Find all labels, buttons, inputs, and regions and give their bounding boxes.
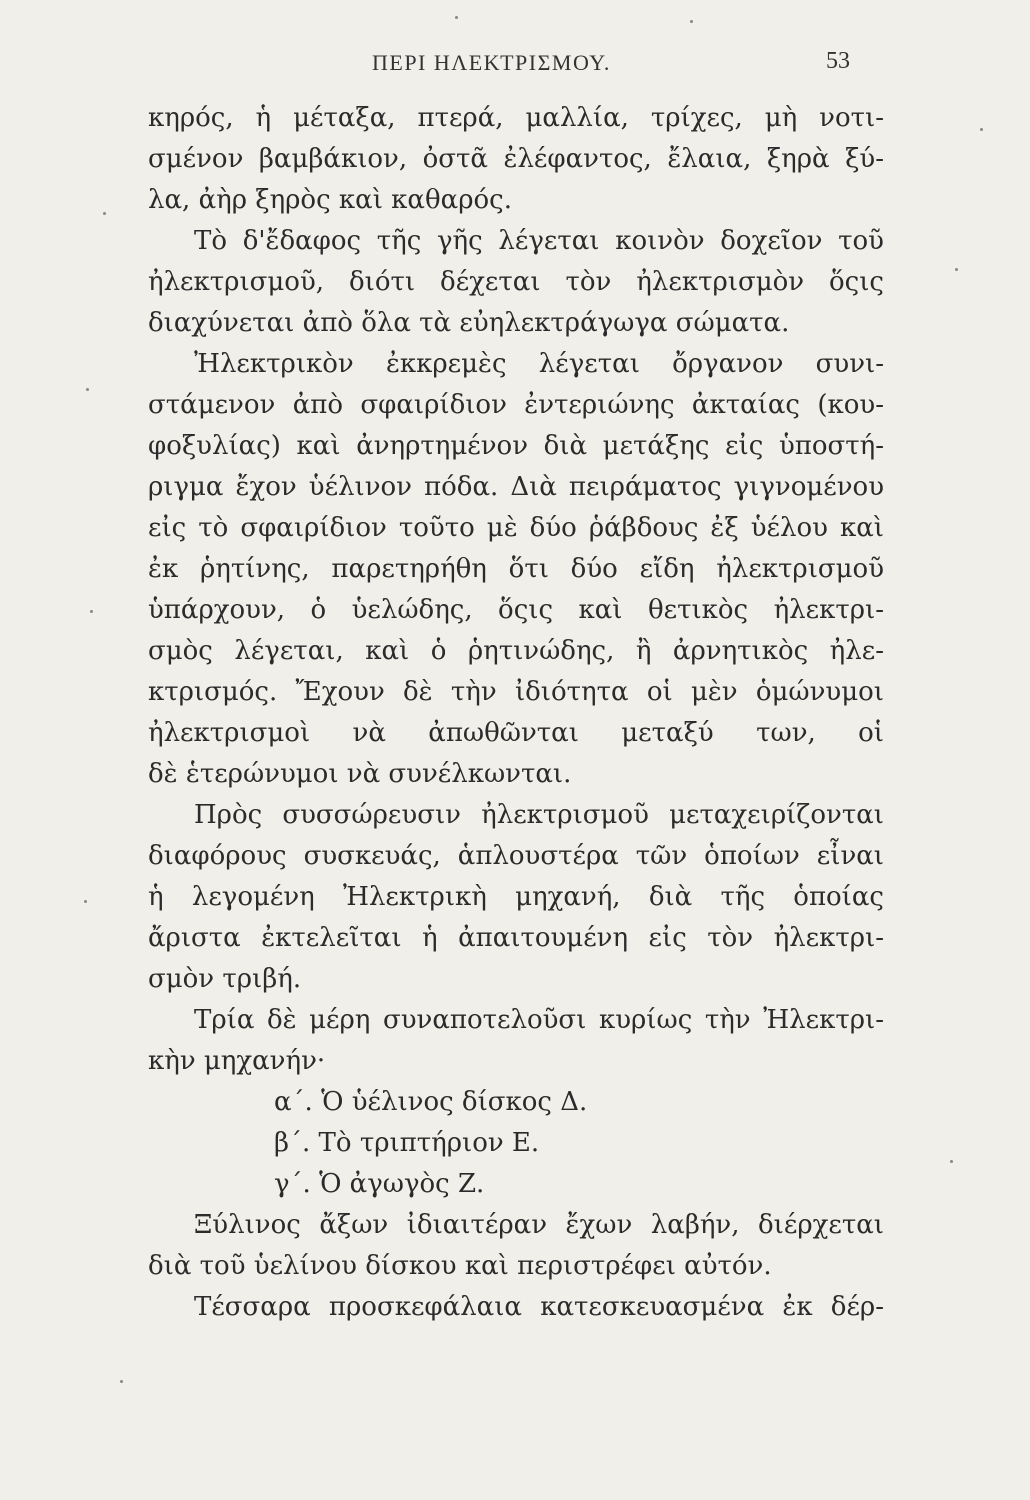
text-line: ἡ λεγομένη Ἠλεκτρικὴ μηχανή, διὰ τῆς ὁποίας bbox=[148, 882, 884, 912]
text-line: ὑπάρχουν, ὁ ὑελώδης, ὅςις καὶ θετικὸς ἠλεκτρι- bbox=[148, 595, 884, 625]
page-number: 53 bbox=[826, 48, 850, 74]
text-line: ἠλεκτρισμοῦ, διότι δέχεται τὸν ἠλεκτρισμὸν ὅςις bbox=[148, 267, 884, 297]
print-speck bbox=[86, 388, 89, 391]
text-line: εἰς τὸ σφαιρίδιον τοῦτο μὲ δύο ῥάβδους ἐξ ὑέλου καὶ bbox=[148, 513, 884, 543]
text-line: στάμενον ἀπὸ σφαιρίδιον ἐντεριώνης ἀκταίας (κου- bbox=[148, 390, 884, 420]
text-line: σμὸς λέγεται, καὶ ὁ ῥητινώδης, ἢ ἀρνητικὸς ἠλε- bbox=[148, 636, 884, 666]
print-speck bbox=[955, 268, 958, 271]
text-line: Πρὸς συσσώρευσιν ἠλεκτρισμοῦ μεταχειρίζονται bbox=[194, 800, 884, 830]
print-speck bbox=[103, 212, 106, 215]
print-speck bbox=[950, 1160, 953, 1163]
text-line: Τρία δὲ μέρη συναποτελοῦσι κυρίως τὴν Ἠλεκτρι- bbox=[194, 1005, 884, 1035]
list-item: β΄. Τὸ τριπτήριον Ε. bbox=[274, 1128, 540, 1158]
text-line: φοξυλίας) καὶ ἀνηρτημένον διὰ μετάξης εἰς ὑποστή- bbox=[148, 431, 884, 461]
print-speck bbox=[120, 1380, 123, 1383]
text-line: ριγμα ἔχον ὑέλινον πόδα. Διὰ πειράματος γιγνομένου bbox=[148, 472, 884, 502]
text-line: Τέσσαρα προσκεφάλαια κατεσκευασμένα ἐκ δέρ- bbox=[194, 1292, 884, 1322]
text-line: ἄριστα ἐκτελεῖται ἡ ἀπαιτουμένη εἰς τὸν ἠλεκτρι- bbox=[148, 923, 884, 953]
text-line: ἐκ ῥητίνης, παρετηρήθη ὅτι δύο εἴδη ἠλεκτρισμοῦ bbox=[148, 554, 884, 584]
text-line: διαχύνεται ἀπὸ ὅλα τὰ εὐηλεκτράγωγα σώματα. bbox=[148, 308, 790, 338]
text-line: Τὸ δ'ἔδαφος τῆς γῆς λέγεται κοινὸν δοχεῖον τοῦ bbox=[194, 226, 884, 256]
text-line: δὲ ἑτερώνυμοι νὰ συνέλκωνται. bbox=[148, 759, 572, 789]
list-item: α΄. Ὁ ὑέλινος δίσκος Δ. bbox=[274, 1087, 588, 1117]
print-speck bbox=[84, 900, 87, 903]
text-line: ἠλεκτρισμοὶ νὰ ἀπωθῶνται μεταξύ των, οἱ bbox=[148, 718, 884, 748]
text-line: Ξύλινος ἄξων ἰδιαιτέραν ἔχων λαβήν, διέρχεται bbox=[194, 1210, 884, 1240]
list-item: γ΄. Ὁ ἀγωγὸς Ζ. bbox=[274, 1169, 485, 1199]
text-line: κηρός, ἡ μέταξα, πτερά, μαλλία, τρίχες, μὴ νοτι- bbox=[148, 103, 884, 133]
print-speck bbox=[455, 16, 458, 19]
running-title: ΠΕΡΙ ΗΛΕΚΤΡΙΣΜΟΥ. bbox=[372, 50, 611, 75]
print-speck bbox=[980, 128, 983, 131]
text-line: Ἠλεκτρικὸν ἐκκρεμὲς λέγεται ὄργανον συνι- bbox=[194, 349, 884, 379]
text-line: λα, ἀὴρ ξηρὸς καὶ καθαρός. bbox=[148, 185, 512, 215]
text-line: διαφόρους συσκευάς, ἁπλουστέρα τῶν ὁποίων εἶναι bbox=[148, 841, 884, 871]
text-line: σμὸν τριβή. bbox=[148, 964, 302, 994]
body-text bbox=[148, 98, 884, 1328]
print-speck bbox=[90, 610, 93, 613]
text-line: κτρισμός. Ἔχουν δὲ τὴν ἰδιότητα οἱ μὲν ὁμώνυμοι bbox=[148, 677, 884, 707]
text-line: σμένον βαμβάκιον, ὀστᾶ ἐλέφαντος, ἔλαια, ξηρὰ ξύ- bbox=[148, 144, 884, 174]
text-line: κὴν μηχανήν· bbox=[148, 1046, 326, 1076]
text-line: διὰ τοῦ ὑελίνου δίσκου καὶ περιστρέφει αὐτόν. bbox=[148, 1251, 772, 1281]
print-speck bbox=[690, 20, 693, 23]
